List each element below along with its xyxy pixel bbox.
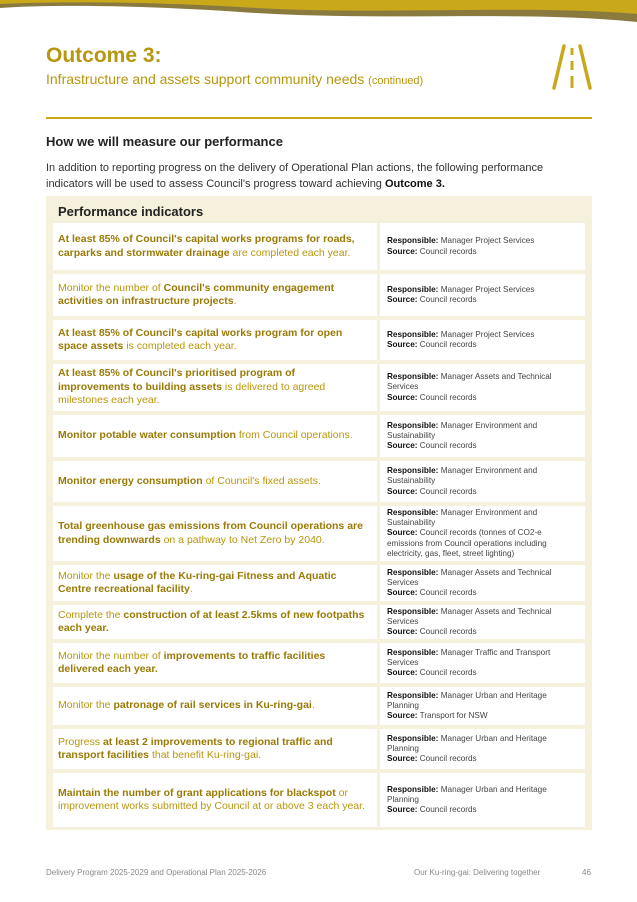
heading-divider (46, 117, 592, 119)
indicator-description (53, 274, 377, 316)
source-label: Source: (387, 246, 418, 256)
source-value: Council records (419, 627, 477, 637)
indicator-description (53, 605, 377, 639)
source-label: Source: (387, 805, 418, 815)
source-label: Source: (387, 528, 418, 538)
indicator-text: Monitor the (58, 699, 114, 712)
indicator-text: . (189, 583, 193, 595)
indicator-description (53, 223, 377, 270)
indicator-description (53, 773, 377, 827)
indicator-description (53, 565, 377, 601)
indicator-text-bold: Maintain the number of grant applications for blackspot (58, 786, 336, 799)
responsible-label: Responsible: (387, 420, 439, 430)
indicator-text: that benefit Ku-ring-gai. (149, 749, 262, 761)
indicator-row (53, 643, 585, 683)
indicator-row (53, 223, 585, 270)
panel-title: Performance indicators (58, 204, 204, 219)
indicator-text: . (311, 699, 315, 712)
source-value: Council records (419, 392, 477, 402)
indicator-responsibility (380, 605, 585, 639)
responsible-label: Responsible: (387, 784, 439, 794)
indicator-responsibility (380, 274, 585, 316)
indicator-text: Monitor the number of (58, 281, 164, 294)
source-label: Source: (387, 627, 418, 637)
source-value: Council records (tonnes of CO2-e emissions from Council operations including electricity, gas, fleet, street lighting) (387, 528, 547, 558)
indicator-description (53, 320, 377, 360)
indicator-description (53, 461, 377, 502)
responsible-label: Responsible: (387, 236, 439, 246)
responsible-label: Responsible: (387, 372, 439, 382)
indicator-responsibility (380, 506, 585, 561)
header-band (0, 0, 637, 22)
indicator-text: Monitor the (58, 569, 114, 582)
responsible-value: Manager Assets and Technical Services (387, 372, 552, 392)
responsible-label: Responsible: (387, 567, 439, 577)
source-value: Council records (419, 295, 477, 304)
responsible-value: Manager Project Services (440, 236, 535, 246)
responsible-label: Responsible: (387, 507, 439, 517)
indicator-text-bold: construction of at least 2.5kms of new footpaths each year. (58, 608, 365, 634)
indicator-description (53, 687, 377, 725)
responsible-label: Responsible: (387, 466, 439, 476)
indicator-text: or improvement works submitted by Council at or above 3 each year. (58, 786, 365, 812)
indicator-row (53, 506, 585, 561)
indicator-description (53, 506, 377, 561)
indicator-text-bold: At least 85% of Council's prioritised program of improvements to building assets (58, 367, 296, 393)
indicator-text-bold: patronage of rail services in Ku-ring-gai (113, 699, 312, 712)
footer-document-title: Delivery Program 2025-2029 and Operational Plan 2025-2026 (46, 868, 267, 877)
source-value: Council records (419, 441, 477, 451)
indicator-row (53, 605, 585, 639)
outcome-subtitle (46, 70, 423, 90)
source-label: Source: (387, 392, 418, 402)
source-value: Council records (419, 340, 477, 349)
responsible-label: Responsible: (387, 733, 439, 743)
source-label: Source: (387, 588, 418, 598)
road-icon (552, 44, 592, 90)
source-label: Source: (387, 486, 418, 496)
indicator-row (53, 320, 585, 360)
continued-label: (continued) (368, 75, 424, 87)
indicator-responsibility (380, 364, 585, 411)
intro-outcome: Outcome 3. (385, 178, 445, 190)
source-value: Transport for NSW (419, 711, 488, 721)
responsible-value: Manager Environment and Sustainability (387, 420, 538, 440)
indicator-responsibility (380, 729, 585, 769)
responsible-value: Manager Environment and Sustainability (387, 466, 538, 486)
responsible-label: Responsible: (387, 647, 439, 657)
indicator-text: is completed each year. (123, 340, 237, 352)
responsible-value: Manager Urban and Heritage Planning (387, 784, 547, 804)
indicator-text: Complete the (58, 608, 124, 621)
indicator-text-bold: Monitor potable water consumption (58, 429, 236, 442)
indicator-description (53, 729, 377, 769)
intro-paragraph (46, 160, 592, 192)
indicator-row (53, 687, 585, 725)
indicator-text: is delivered to agreed milestones each year. (58, 380, 326, 407)
source-value: Council records (419, 588, 477, 598)
indicator-text-bold: improvements to traffic facilities delivered each year. (58, 649, 326, 675)
indicator-row (53, 565, 585, 601)
indicator-responsibility (380, 643, 585, 683)
source-label: Source: (387, 754, 418, 764)
responsible-value: Manager Project Services (440, 284, 535, 294)
indicator-row (53, 773, 585, 827)
indicator-text: of Council's fixed assets. (202, 474, 321, 487)
source-label: Source: (387, 668, 418, 678)
indicator-row (53, 729, 585, 769)
indicator-row (53, 364, 585, 411)
indicator-text-bold: usage of the Ku-ring-gai Fitness and Aquatic Centre recreational facility (58, 569, 337, 595)
indicator-responsibility (380, 223, 585, 270)
source-value: Council records (419, 805, 477, 815)
indicator-responsibility (380, 320, 585, 360)
indicator-text-bold: Monitor energy consumption (58, 474, 203, 487)
indicator-responsibility (380, 773, 585, 827)
responsible-label: Responsible: (387, 606, 439, 616)
indicator-responsibility (380, 415, 585, 457)
responsible-value: Manager Urban and Heritage Planning (387, 733, 547, 753)
indicator-description (53, 643, 377, 683)
source-value: Council records (419, 486, 477, 496)
indicator-text-bold: Council's community engagement activities on infrastructure projects (58, 281, 335, 307)
source-value: Council records (419, 754, 477, 764)
source-label: Source: (387, 441, 418, 451)
performance-indicators-panel (46, 196, 592, 830)
indicator-text-bold: at least 2 improvements to regional traffic and transport facilities (58, 735, 333, 761)
indicator-responsibility (380, 565, 585, 601)
indicator-responsibility (380, 461, 585, 502)
responsible-label: Responsible: (387, 329, 439, 339)
page-number: 46 (582, 868, 591, 877)
footer-tagline: Our Ku-ring-gai: Delivering together (414, 868, 541, 877)
responsible-value: Manager Environment and Sustainability (387, 507, 538, 528)
intro-text: In addition to reporting progress on the delivery of Operational Plan actions, the following performance indicators will be used to assess Council's progress toward achieving (46, 162, 544, 190)
source-value: Council records (419, 668, 477, 678)
indicator-text: on a pathway to Net Zero by 2040. (160, 533, 325, 546)
indicator-text-bold: Total greenhouse gas emissions from Council operations are trending downwards (58, 520, 363, 546)
responsible-value: Manager Assets and Technical Services (387, 567, 552, 587)
responsible-value: Manager Assets and Technical Services (387, 606, 552, 626)
indicator-text-bold: At least 85% of Council's capital works program for open space assets (58, 326, 343, 352)
source-label: Source: (387, 295, 418, 304)
indicator-responsibility (380, 687, 585, 725)
responsible-value: Manager Urban and Heritage Planning (387, 690, 547, 710)
indicator-row (53, 274, 585, 316)
responsible-value: Manager Traffic and Transport Services (387, 647, 551, 667)
indicator-text: are completed each year. (229, 246, 351, 259)
section-title: How we will measure our performance (46, 134, 283, 149)
responsible-label: Responsible: (387, 690, 439, 700)
indicator-description (53, 415, 377, 457)
indicator-text: from Council operations. (235, 429, 353, 442)
outcome-title: Outcome 3: (46, 44, 162, 67)
indicator-text: . (233, 295, 237, 307)
source-value: Council records (419, 246, 477, 256)
outcome-subtitle-text: Infrastructure and assets support community needs (46, 71, 365, 87)
indicator-text: Monitor the number of (58, 649, 164, 662)
source-label: Source: (387, 711, 418, 721)
indicator-text-bold: At least 85% of Council's capital works programs for roads, carparks and stormwater drainage (58, 233, 355, 259)
source-label: Source: (387, 340, 418, 349)
indicator-row (53, 461, 585, 502)
indicator-text: Progress (58, 735, 103, 748)
indicator-description (53, 364, 377, 411)
indicator-row (53, 415, 585, 457)
responsible-value: Manager Project Services (440, 329, 535, 339)
page-heading (46, 44, 423, 90)
responsible-label: Responsible: (387, 284, 439, 294)
